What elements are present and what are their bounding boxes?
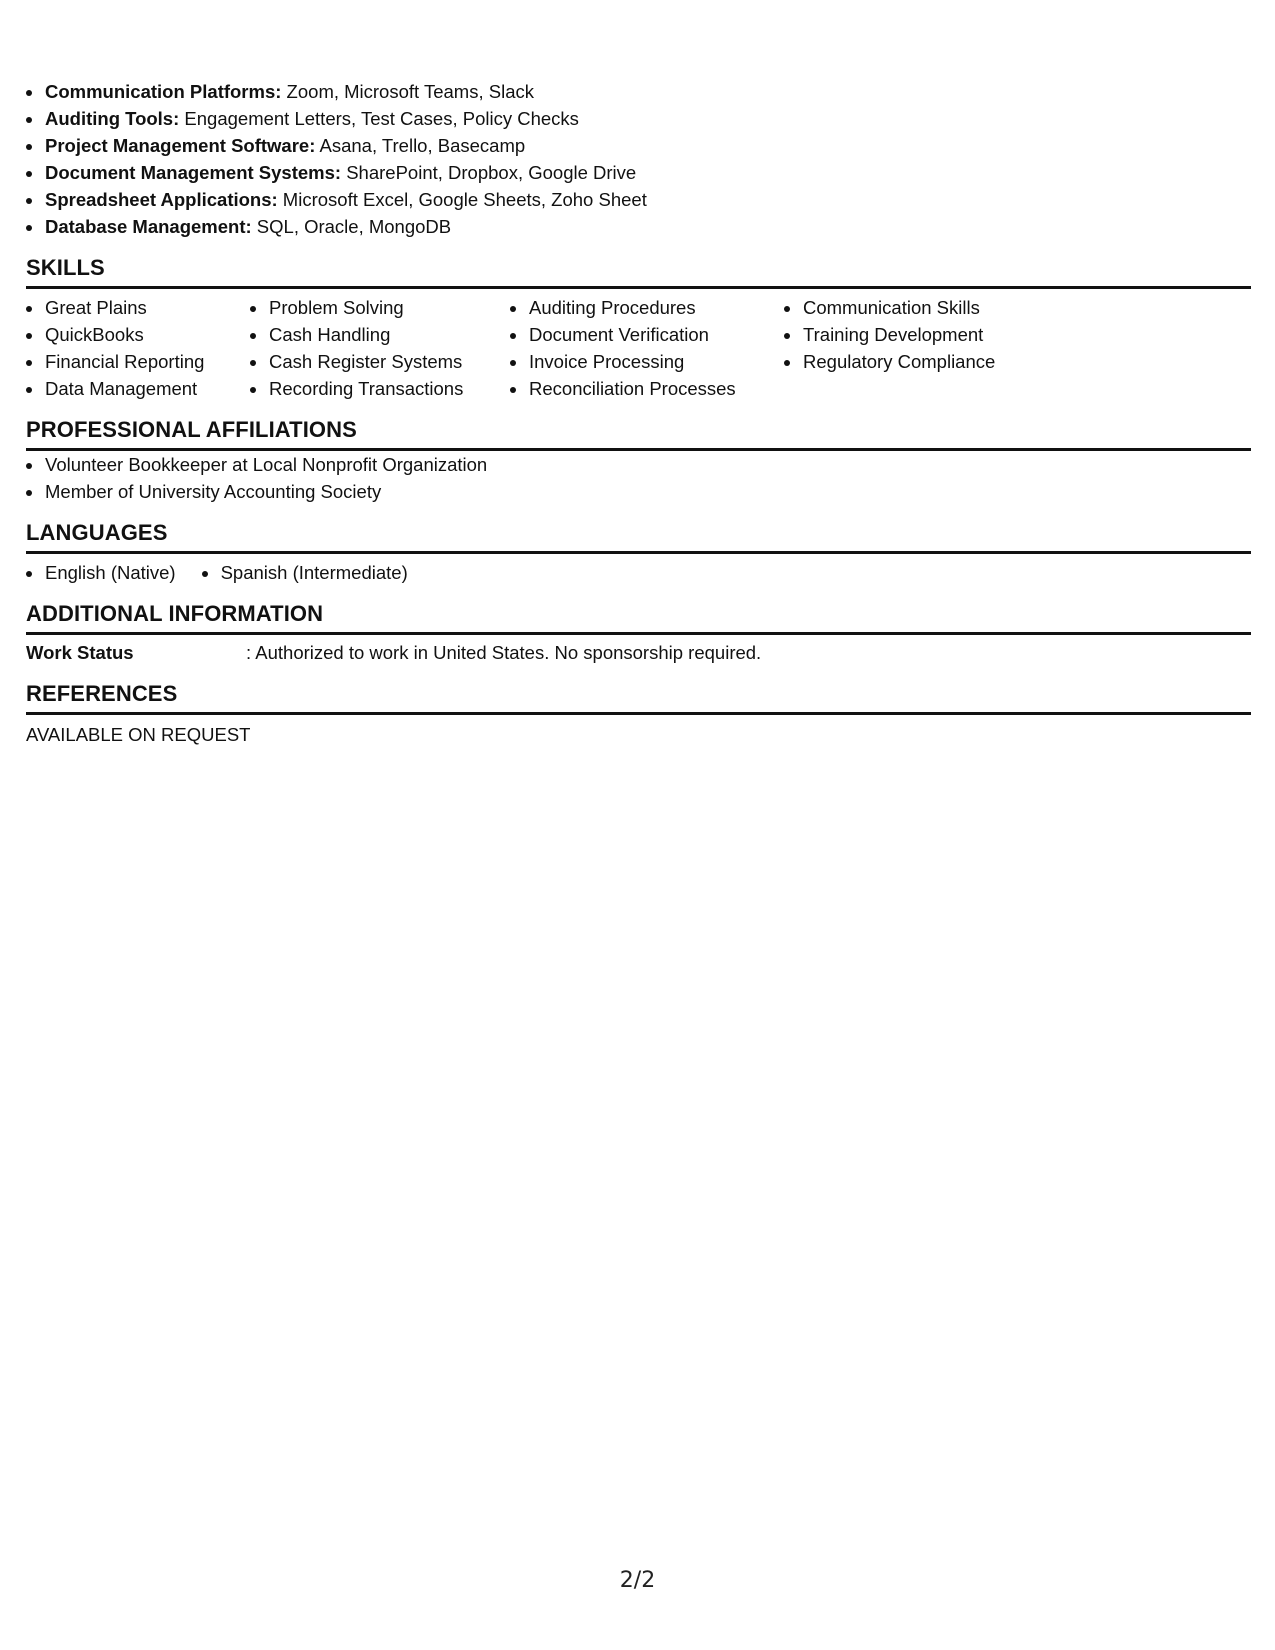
skills-grid: [26, 294, 1251, 402]
skills-column: [250, 294, 510, 402]
list-item: [44, 213, 1251, 240]
list-item: • Cash Register Systems: [268, 348, 510, 375]
work-status-value: : Authorized to work in United States. No sponsorship required.: [246, 642, 762, 663]
list-item: [44, 132, 1251, 159]
additional-info-heading: ADDITIONAL INFORMATION: [26, 600, 1251, 635]
list-item: • Communication Skills: [802, 294, 1062, 321]
list-item: • Invoice Processing: [528, 348, 784, 375]
affiliations-list: [26, 451, 1251, 505]
tool-category-label: Spreadsheet Applications:: [45, 189, 278, 210]
tool-category-value: Asana, Trello, Basecamp: [315, 135, 526, 156]
list-item: [44, 105, 1251, 132]
list-item: • Problem Solving: [268, 294, 510, 321]
list-item: • Reconciliation Processes: [528, 375, 784, 402]
tool-category-value: SQL, Oracle, MongoDB: [251, 216, 452, 237]
affiliations-heading: PROFESSIONAL AFFILIATIONS: [26, 416, 1251, 451]
tool-category-label: Document Management Systems:: [45, 162, 342, 183]
list-item: • Spanish (Intermediate): [220, 559, 408, 586]
tool-category-label: Database Management:: [45, 216, 252, 237]
references-heading: REFERENCES: [26, 680, 1251, 715]
tool-category-value: Zoom, Microsoft Teams, Slack: [281, 81, 534, 102]
list-item: [44, 159, 1251, 186]
list-item: • Recording Transactions: [268, 375, 510, 402]
language-entry: [202, 559, 408, 586]
list-item: • QuickBooks: [44, 321, 250, 348]
tool-category-label: Communication Platforms:: [45, 81, 282, 102]
page-number: 2/2: [619, 1568, 656, 1593]
list-item: • Data Management: [44, 375, 250, 402]
list-item: • Cash Handling: [268, 321, 510, 348]
list-item: [44, 186, 1251, 213]
tool-category-value: Engagement Letters, Test Cases, Policy Checks: [179, 108, 579, 129]
list-item: • Volunteer Bookkeeper at Local Nonprofit Organization: [44, 451, 1251, 478]
list-item: • Regulatory Compliance: [802, 348, 1062, 375]
list-item: • Member of University Accounting Society: [44, 478, 1251, 505]
list-item: • Financial Reporting: [44, 348, 250, 375]
resume-content: [26, 78, 1251, 748]
list-item: [44, 78, 1251, 105]
references-text: AVAILABLE ON REQUEST: [26, 724, 251, 745]
skills-column: [784, 294, 1062, 402]
language-entry: [26, 559, 176, 586]
skills-column: [510, 294, 784, 402]
languages-list: [26, 559, 1251, 586]
work-status-label: Work Status: [26, 642, 134, 663]
list-item: • English (Native): [44, 559, 176, 586]
tools-list: [26, 78, 1251, 240]
languages-heading: LANGUAGES: [26, 519, 1251, 554]
list-item: • Auditing Procedures: [528, 294, 784, 321]
tool-category-value: SharePoint, Dropbox, Google Drive: [341, 162, 637, 183]
tool-category-value: Microsoft Excel, Google Sheets, Zoho Sheet: [277, 189, 647, 210]
list-item: • Document Verification: [528, 321, 784, 348]
skills-heading: SKILLS: [26, 254, 1251, 289]
list-item: • Training Development: [802, 321, 1062, 348]
work-status-row: [26, 639, 1251, 666]
tool-category-label: Project Management Software:: [45, 135, 316, 156]
tool-category-label: Auditing Tools:: [45, 108, 180, 129]
list-item: • Great Plains: [44, 294, 250, 321]
skills-column: [26, 294, 250, 402]
